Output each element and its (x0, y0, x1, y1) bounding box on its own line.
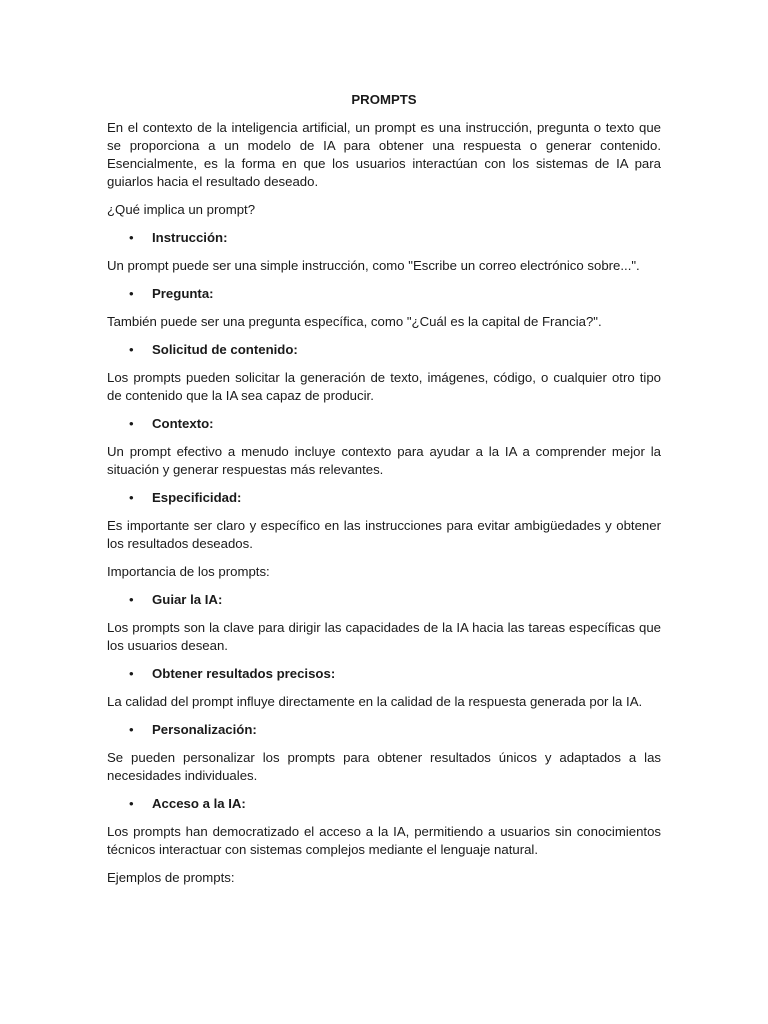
bullet-label: Acceso a la IA: (152, 796, 246, 811)
bullet-dot: • (129, 342, 134, 357)
bullet-label: Solicitud de contenido: (152, 342, 298, 357)
bullet-resultados (107, 665, 661, 683)
section-heading-importancia: Importancia de los prompts: (107, 564, 270, 579)
bullet-text-acceso: Los prompts han democratizado el acceso a la IA, permitiendo a usuarios sin conocimientos técnicos interactuar con sistemas complejos mediante el lenguaje natural. (107, 824, 661, 857)
bullet-text-personalizacion: Se pueden personalizar los prompts para obtener resultados únicos y adaptados a las necesidades individuales. (107, 750, 661, 783)
bullet-label: Guiar la IA: (152, 592, 223, 607)
bullet-guiar (107, 591, 661, 609)
bullet-label: Obtener resultados precisos: (152, 666, 336, 681)
bullet-especificidad (107, 489, 661, 507)
bullet-personalizacion (107, 721, 661, 739)
bullet-text-instruccion: Un prompt puede ser una simple instrucción, como "Escribe un correo electrónico sobre...". (107, 258, 640, 273)
intro-paragraph: En el contexto de la inteligencia artificial, un prompt es una instrucción, pregunta o texto que se proporciona a un modelo de IA para obtener una respuesta o generar contenido. Esencialmente, es la forma en que los usuarios interactúan con los sistemas de IA para guiarlos hacia el resultado deseado. (107, 120, 661, 189)
bullet-label: Pregunta: (152, 286, 214, 301)
bullet-text-especificidad: Es importante ser claro y específico en las instrucciones para evitar ambigüedades y obtener los resultados deseados. (107, 518, 661, 551)
bullet-text-resultados: La calidad del prompt influye directamente en la calidad de la respuesta generada por la IA. (107, 694, 643, 709)
bullet-text-pregunta: También puede ser una pregunta específica, como "¿Cuál es la capital de Francia?". (107, 314, 602, 329)
bullet-instruccion (107, 229, 661, 247)
bullet-label: Contexto: (152, 416, 214, 431)
bullet-dot: • (129, 230, 134, 245)
bullet-dot: • (129, 796, 134, 811)
bullet-text-solicitud: Los prompts pueden solicitar la generación de texto, imágenes, código, o cualquier otro tipo de contenido que la IA sea capaz de producir. (107, 370, 661, 403)
bullet-dot: • (129, 490, 134, 505)
bullet-dot: • (129, 722, 134, 737)
bullet-dot: • (129, 416, 134, 431)
bullet-contexto (107, 415, 661, 433)
section-heading-que-implica: ¿Qué implica un prompt? (107, 202, 256, 217)
bullet-solicitud (107, 341, 661, 359)
bullet-pregunta (107, 285, 661, 303)
bullet-acceso (107, 795, 661, 813)
bullet-label: Personalización: (152, 722, 257, 737)
bullet-dot: • (129, 286, 134, 301)
bullet-text-contexto: Un prompt efectivo a menudo incluye contexto para ayudar a la IA a comprender mejor la situación y generar respuestas más relevantes. (107, 444, 661, 477)
bullet-label: Especificidad: (152, 490, 242, 505)
bullet-dot: • (129, 666, 134, 681)
bullet-dot: • (129, 592, 134, 607)
section-heading-ejemplos: Ejemplos de prompts: (107, 870, 235, 885)
bullet-label: Instrucción: (152, 230, 228, 245)
bullet-text-guiar: Los prompts son la clave para dirigir las capacidades de la IA hacia las tareas específicas que los usuarios desean. (107, 620, 661, 653)
document-title: PROMPTS (351, 92, 417, 107)
